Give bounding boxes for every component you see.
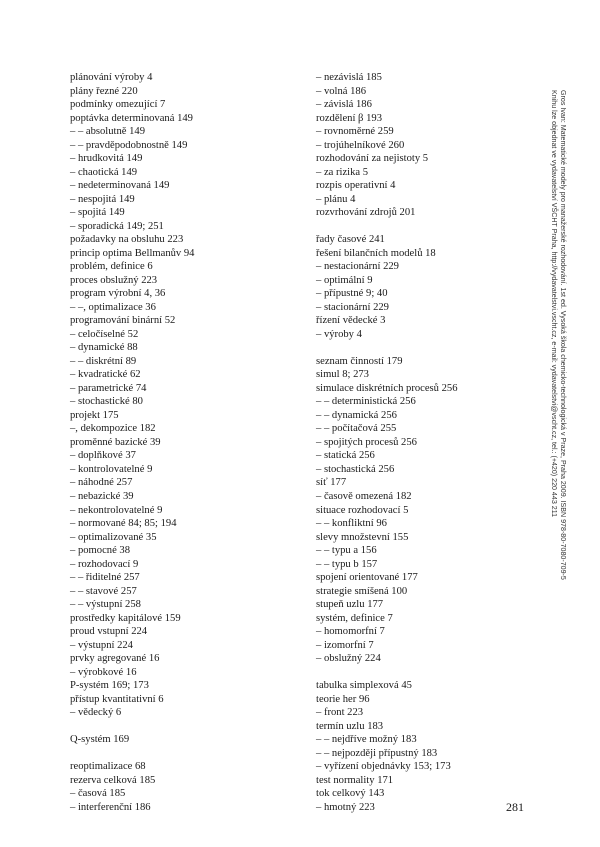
- index-entry: – celočíselné 52: [70, 328, 139, 340]
- index-entry: – výstupní 224: [70, 639, 133, 651]
- index-entry: rozdělení β 193: [316, 112, 382, 124]
- index-entry: stupeň uzlu 177: [316, 599, 384, 611]
- index-entry: – vyřízení objednávky 153; 173: [316, 761, 451, 773]
- index-entry: – – výstupní 258: [70, 599, 141, 611]
- publisher-notice-line: Knihu lze objednat ve vydavatelství VŠCHT Praha, http://vydavatelstvi.vscht.cz, e-mail: vydavatelstvi@vscht.cz, tel.: (+420) 220 443 211: [550, 90, 558, 518]
- index-entry: – – deterministická 256: [316, 396, 416, 408]
- index-entry: teorie her 96: [316, 693, 370, 705]
- index-entry: řízení vědecké 3: [316, 315, 386, 327]
- index-entry: – rozhodovací 9: [70, 558, 139, 570]
- index-entry: – rovnoměrné 259: [316, 126, 394, 138]
- index-entry: systém, definice 7: [316, 612, 393, 624]
- index-entry: – hrudkovitá 149: [70, 153, 143, 165]
- index-entry: proud vstupní 224: [70, 626, 148, 638]
- index-entry: proces obslužný 223: [70, 274, 158, 286]
- index-entry: projekt 175: [70, 409, 119, 421]
- index-entry: tok celkový 143: [316, 788, 385, 800]
- index-entry: tabulka simplexová 45: [316, 680, 412, 692]
- index-entry: – obslužný 224: [316, 653, 381, 665]
- index-entry: – – nejdříve možný 183: [316, 734, 417, 746]
- index-entry: – – diskrétní 89: [70, 355, 137, 367]
- index-entry: – stochastická 256: [316, 463, 395, 475]
- index-entry: plánování výroby 4: [70, 72, 153, 83]
- index-entry: – – konfliktní 96: [316, 518, 387, 530]
- index-entry: – pomocné 38: [70, 545, 131, 557]
- index-entry: – náhodné 257: [70, 477, 133, 489]
- index-entry: – – nejpozději přípustný 183: [316, 747, 438, 759]
- index-entry: – nezávislá 185: [316, 72, 382, 83]
- index-entry: – sporadická 149; 251: [70, 220, 164, 232]
- index-entry: – výrobkové 16: [70, 666, 137, 678]
- index-entry: – vědecký 6: [70, 707, 122, 719]
- index-entry: – kontrolovatelné 9: [70, 463, 153, 475]
- index-entry: – nebazické 39: [70, 490, 134, 502]
- index-entry: –, dekompozice 182: [70, 423, 156, 435]
- index-entry: – homomorfní 7: [316, 626, 385, 638]
- index-entry: strategie smíšená 100: [316, 585, 408, 597]
- index-entry: rozvrhování zdrojů 201: [316, 207, 416, 219]
- index-entry: – přípustné 9; 40: [316, 288, 388, 300]
- index-entry: – kvadratické 62: [70, 369, 141, 381]
- index-entry: – časově omezená 182: [316, 490, 412, 502]
- index-entry: prvky agregované 16: [70, 653, 160, 665]
- index-entry: rezerva celková 185: [70, 774, 156, 786]
- index-entry: prostředky kapitálové 159: [70, 612, 181, 624]
- index-entry: – – typu a 156: [316, 545, 377, 557]
- index-entry: simulace diskrétních procesů 256: [316, 382, 458, 394]
- index-left-column: [70, 71, 194, 814]
- index-entry: řady časové 241: [316, 234, 385, 246]
- section-gap: [70, 747, 194, 761]
- index-entry: spojení orientované 177: [316, 572, 418, 584]
- index-entry: – – počítačová 255: [316, 423, 397, 435]
- index-entry: seznam činností 179: [316, 355, 403, 367]
- index-entry: reoptimalizace 68: [70, 761, 146, 773]
- index-entry: proměnné bazické 39: [70, 436, 161, 448]
- index-entry: – nespojitá 149: [70, 193, 135, 205]
- section-gap: [70, 720, 194, 734]
- index-entry: – dynamické 88: [70, 342, 138, 354]
- section-gap: [316, 666, 458, 680]
- index-right-column: [316, 71, 458, 814]
- index-entry: – – pravděpodobnostně 149: [70, 139, 188, 151]
- index-entry: princip optima Bellmanův 94: [70, 247, 195, 259]
- publisher-notice: [549, 90, 567, 580]
- index-entry: – časová 185: [70, 788, 126, 800]
- index-entry: – spojitých procesů 256: [316, 436, 417, 448]
- index-entry: – výroby 4: [316, 328, 362, 340]
- index-entry: – optimální 9: [316, 274, 373, 286]
- section-gap: [316, 341, 458, 355]
- index-entry: – – řiditelné 257: [70, 572, 140, 584]
- index-entry: – – absolutně 149: [70, 126, 146, 138]
- index-entry: – izomorfní 7: [316, 639, 374, 651]
- index-entry: – normované 84; 85; 194: [70, 518, 177, 530]
- index-entry: – –, optimalizace 36: [70, 301, 156, 313]
- index-entry: rozhodování za nejistoty 5: [316, 153, 429, 165]
- index-entry: problém, definice 6: [70, 261, 153, 273]
- index-entry: test normality 171: [316, 774, 394, 786]
- index-entry: – chaotická 149: [70, 166, 138, 178]
- index-entry: Q-systém 169: [70, 734, 130, 746]
- index-entry: – plánu 4: [316, 193, 356, 205]
- index-entry: – interferenční 186: [70, 801, 151, 813]
- index-entry: – závislá 186: [316, 99, 372, 111]
- index-entry: – – stavové 257: [70, 585, 137, 597]
- index-entry: – hmotný 223: [316, 801, 375, 813]
- index-entry: – nestacionární 229: [316, 261, 399, 273]
- index-entry: – front 223: [316, 707, 364, 719]
- index-entry: podmínky omezující 7: [70, 99, 166, 111]
- index-entry: – – dynamická 256: [316, 409, 397, 421]
- index-entry: slevy množstevní 155: [316, 531, 409, 543]
- index-entry: situace rozhodovací 5: [316, 504, 409, 516]
- index-entry: – za rizika 5: [316, 166, 369, 178]
- index-entry: – stochastické 80: [70, 396, 143, 408]
- index-entry: – parametrické 74: [70, 382, 147, 394]
- index-entry: řešení bilančních modelů 18: [316, 247, 436, 259]
- index-entry: – nedeterminovaná 149: [70, 180, 170, 192]
- index-entry: – optimalizované 35: [70, 531, 157, 543]
- index-entry: – statická 256: [316, 450, 375, 462]
- index-entry: P-systém 169; 173: [70, 680, 149, 692]
- index-entry: – spojitá 149: [70, 207, 125, 219]
- index-entry: poptávka determinovaná 149: [70, 112, 193, 124]
- page-number: 281: [506, 800, 524, 814]
- publisher-notice-line: Gros Ivan: Matematické modely pro manažerské rozhodování. 1st ed. Vysoká škola chemicko-technologická v Praze, Praha 2009. ISBN 978-80-7080-709-5: [559, 90, 567, 580]
- index-entry: termín uzlu 183: [316, 720, 384, 732]
- index-entry: – stacionární 229: [316, 301, 389, 313]
- index-entry: – trojúhelníkové 260: [316, 139, 405, 151]
- index-entry: síť 177: [316, 477, 347, 489]
- index-entry: požadavky na obsluhu 223: [70, 234, 184, 246]
- section-gap: [316, 220, 458, 234]
- index-entry: – nekontrolovatelné 9: [70, 504, 163, 516]
- index-entry: plány řezné 220: [70, 85, 138, 97]
- index-entry: program výrobní 4, 36: [70, 288, 166, 300]
- index-entry: rozpis operativní 4: [316, 180, 396, 192]
- index-entry: – doplňkové 37: [70, 450, 136, 462]
- index-entry: – – typu b 157: [316, 558, 378, 570]
- index-entry: – volná 186: [316, 85, 367, 97]
- index-entry: programování binární 52: [70, 315, 176, 327]
- index-entry: simul 8; 273: [316, 369, 369, 381]
- index-entry: přístup kvantitativní 6: [70, 693, 164, 705]
